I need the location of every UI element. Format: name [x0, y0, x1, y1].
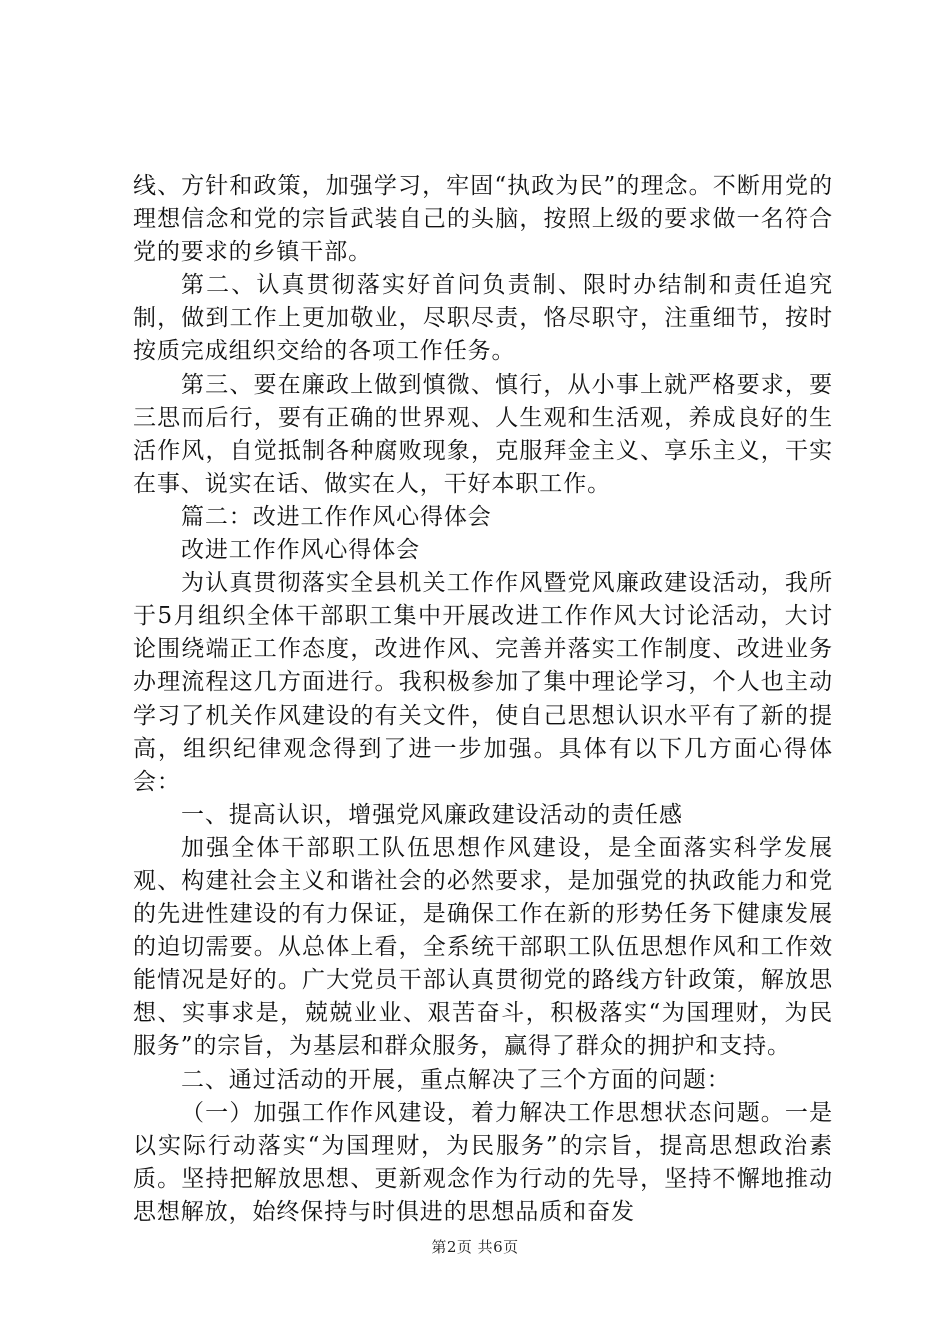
section-heading: 篇二：改进工作作风心得体会: [181, 503, 492, 530]
paragraph-awareness: 加强全体干部职工队伍思想作风建设，是全面落实科学发展观、构建社会主义和谐社会的必然要求，是加强党的执政能力和党的先进性建设的有力保证，是确保工作在新的形势任务下健康发展的迫切需要。从总体上看，全系统干部职工队伍思想作风和工作效能情况是好的。广大党员干部认真贯彻党的路线方针政策，解放思想、实事求是，兢兢业业、艰苦奋斗，积极落实“为国理财，为民服务”的宗旨，为基层和群众服务，赢得了群众的拥护和支持。: [133, 834, 833, 1060]
document-body: [133, 170, 833, 1229]
subheading-one: 一、提高认识，增强党风廉政建设活动的责任感: [181, 801, 683, 828]
subheading-two: 二、通过活动的开展，重点解决了三个方面的问题：: [181, 1066, 731, 1093]
article-title: 改进工作作风心得体会: [181, 537, 420, 564]
paragraph-point-two: 第二、认真贯彻落实好首问负责制、限时办结制和责任追究制，做到工作上更加敬业，尽职尽责，恪尽职守，注重细节，按时按质完成组织交给的各项工作任务。: [133, 272, 833, 365]
paragraph-point-three: 第三、要在廉政上做到慎微、慎行，从小事上就严格要求，要三思而后行，要有正确的世界观、人生观和生活观，养成良好的生活作风，自觉抵制各种腐败现象，克服拜金主义、享乐主义，干实在事、说实在话、做实在人，干好本职工作。: [133, 371, 833, 497]
paragraph-item-one: （一）加强工作作风建设，着力解决工作思想状态问题。一是以实际行动落实“为国理财，为民服务”的宗旨，提高思想政治素质。坚持把解放思想、更新观念作为行动的先导，坚持不懈地推动思想解放，始终保持与时俱进的思想品质和奋发: [133, 1099, 833, 1225]
page-number-footer: 第2页 共6页: [431, 1238, 519, 1256]
paragraph-continuation: 线、方针和政策，加强学习，牢固“执政为民”的理念。不断用党的理想信念和党的宗旨武装自己的头脑，按照上级的要求做一名符合党的要求的乡镇干部。: [133, 173, 833, 266]
paragraph-intro: 为认真贯彻落实全县机关工作作风暨党风廉政建设活动，我所于5月组织全体干部职工集中开展改进工作作风大讨论活动，大讨论围绕端正工作态度，改进作风、完善并落实工作制度、改进业务办理流程这几方面进行。我积极参加了集中理论学习，个人也主动学习了机关作风建设的有关文件，使自己思想认识水平有了新的提高，组织纪律观念得到了进一步加强。具体有以下几方面心得体会：: [133, 570, 833, 795]
